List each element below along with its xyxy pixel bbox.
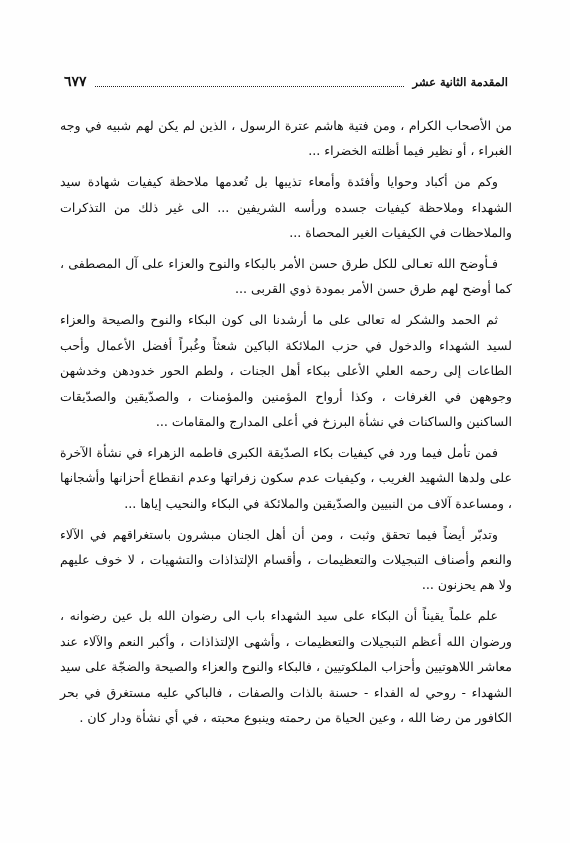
dotted-leader [95, 78, 405, 87]
paragraph: وكم من أكباد وحوايا وأفئدة وأمعاء تذيبها بل تُعدمها ملاحظة كيفيات شهادة سيد الشهداء وملاحظة كيفيات جسده ورأسه الشريفين ... الى غير ذلك من التذكرات والملاحظات في الكيفيات الغير المحصاة ... [60, 174, 512, 241]
paragraph: علم علماً يقيناً أن البكاء على سيد الشهداء باب الى رضوان الله بل عين رضوانه ، ورضوان الله أعظم التبجيلات والتعظيمات ، وأشهى الإلتذاذات ، وأكبر النعم والآلاء عند معاشر اللاهوتيين وأحزاب الملكوتيين ، فالبكاء والنوح والعزاء والصيحة والضجّة على سيد الشهداء - روحي له الفداء - حسنة بالذات والصفات ، فالباكي عليه مستغرق في بحر الكافور من رضا الله ، وعين الحياة من رحمته وينبوع محبته ، في أي نشأة ودار كان . [60, 608, 512, 725]
chapter-title: المقدمة الثانية عشر [412, 75, 508, 89]
body-text [60, 113, 512, 736]
paragraph: فـأوضح الله تعـالى للكل طرق حسن الأمر بالبكاء والنوح والعزاء على آل المصطفى ، كما أوضح لهم طرق حسن الأمر بمودة ذوي القربى ... [60, 256, 512, 297]
paragraph: فمن تأمل فيما ورد في كيفيات بكاء الصدّيقة الكبرى فاطمه الزهراء في نشأة الآخرة على ولدها الشهيد الغريب ، وكيفيات عدم سكون زفراتها وعدم انقطاع أحزانها وأشجانها ، ومساعدة آلاف من النبيين والصدّيقين والملائكة في البكاء والنحيب إياها ... [60, 444, 512, 511]
page-number: ٦٧٧ [64, 74, 87, 90]
running-header [64, 72, 508, 92]
paragraph: ثم الحمد والشكر له تعالى على ما أرشدنا الى كون البكاء والنوح والصيحة والعزاء لسيد الشهداء والدخول في حزب الملائكة الباكين شعثاً وغُبراً أفضل الأعمال وأحب الطاعات إلى رحمه العلي الأعلى ببكاء أهل الجنات ، ولطم الحور خدودهن وخدشهن وجوههن في الغرفات ، وكذا أرواح المؤمنين والمؤمنات ، والصدّيقين والصدّيقات الساكنين والساكنات في نشأة البرزخ في أعلى المدارج والمقامات ... [60, 312, 512, 429]
paragraph: من الأصحاب الكرام ، ومن فتية هاشم عترة الرسول ، الذين لم يكن لهم شبيه في وجه الغبراء ، أو نظير فيما أظلته الخضراء ... [60, 118, 512, 159]
paragraph: وتدبّر أيضاً فيما تحقق وثبت ، ومن أن أهل الجنان مبشرون باستغراقهم في الآلاء والنعم وأصناف التبجيلات والتعظيمات ، وأقسام الإلتذاذات والتشهيات ، لا خوف عليهم ولا هم يحزنون ... [60, 526, 512, 593]
